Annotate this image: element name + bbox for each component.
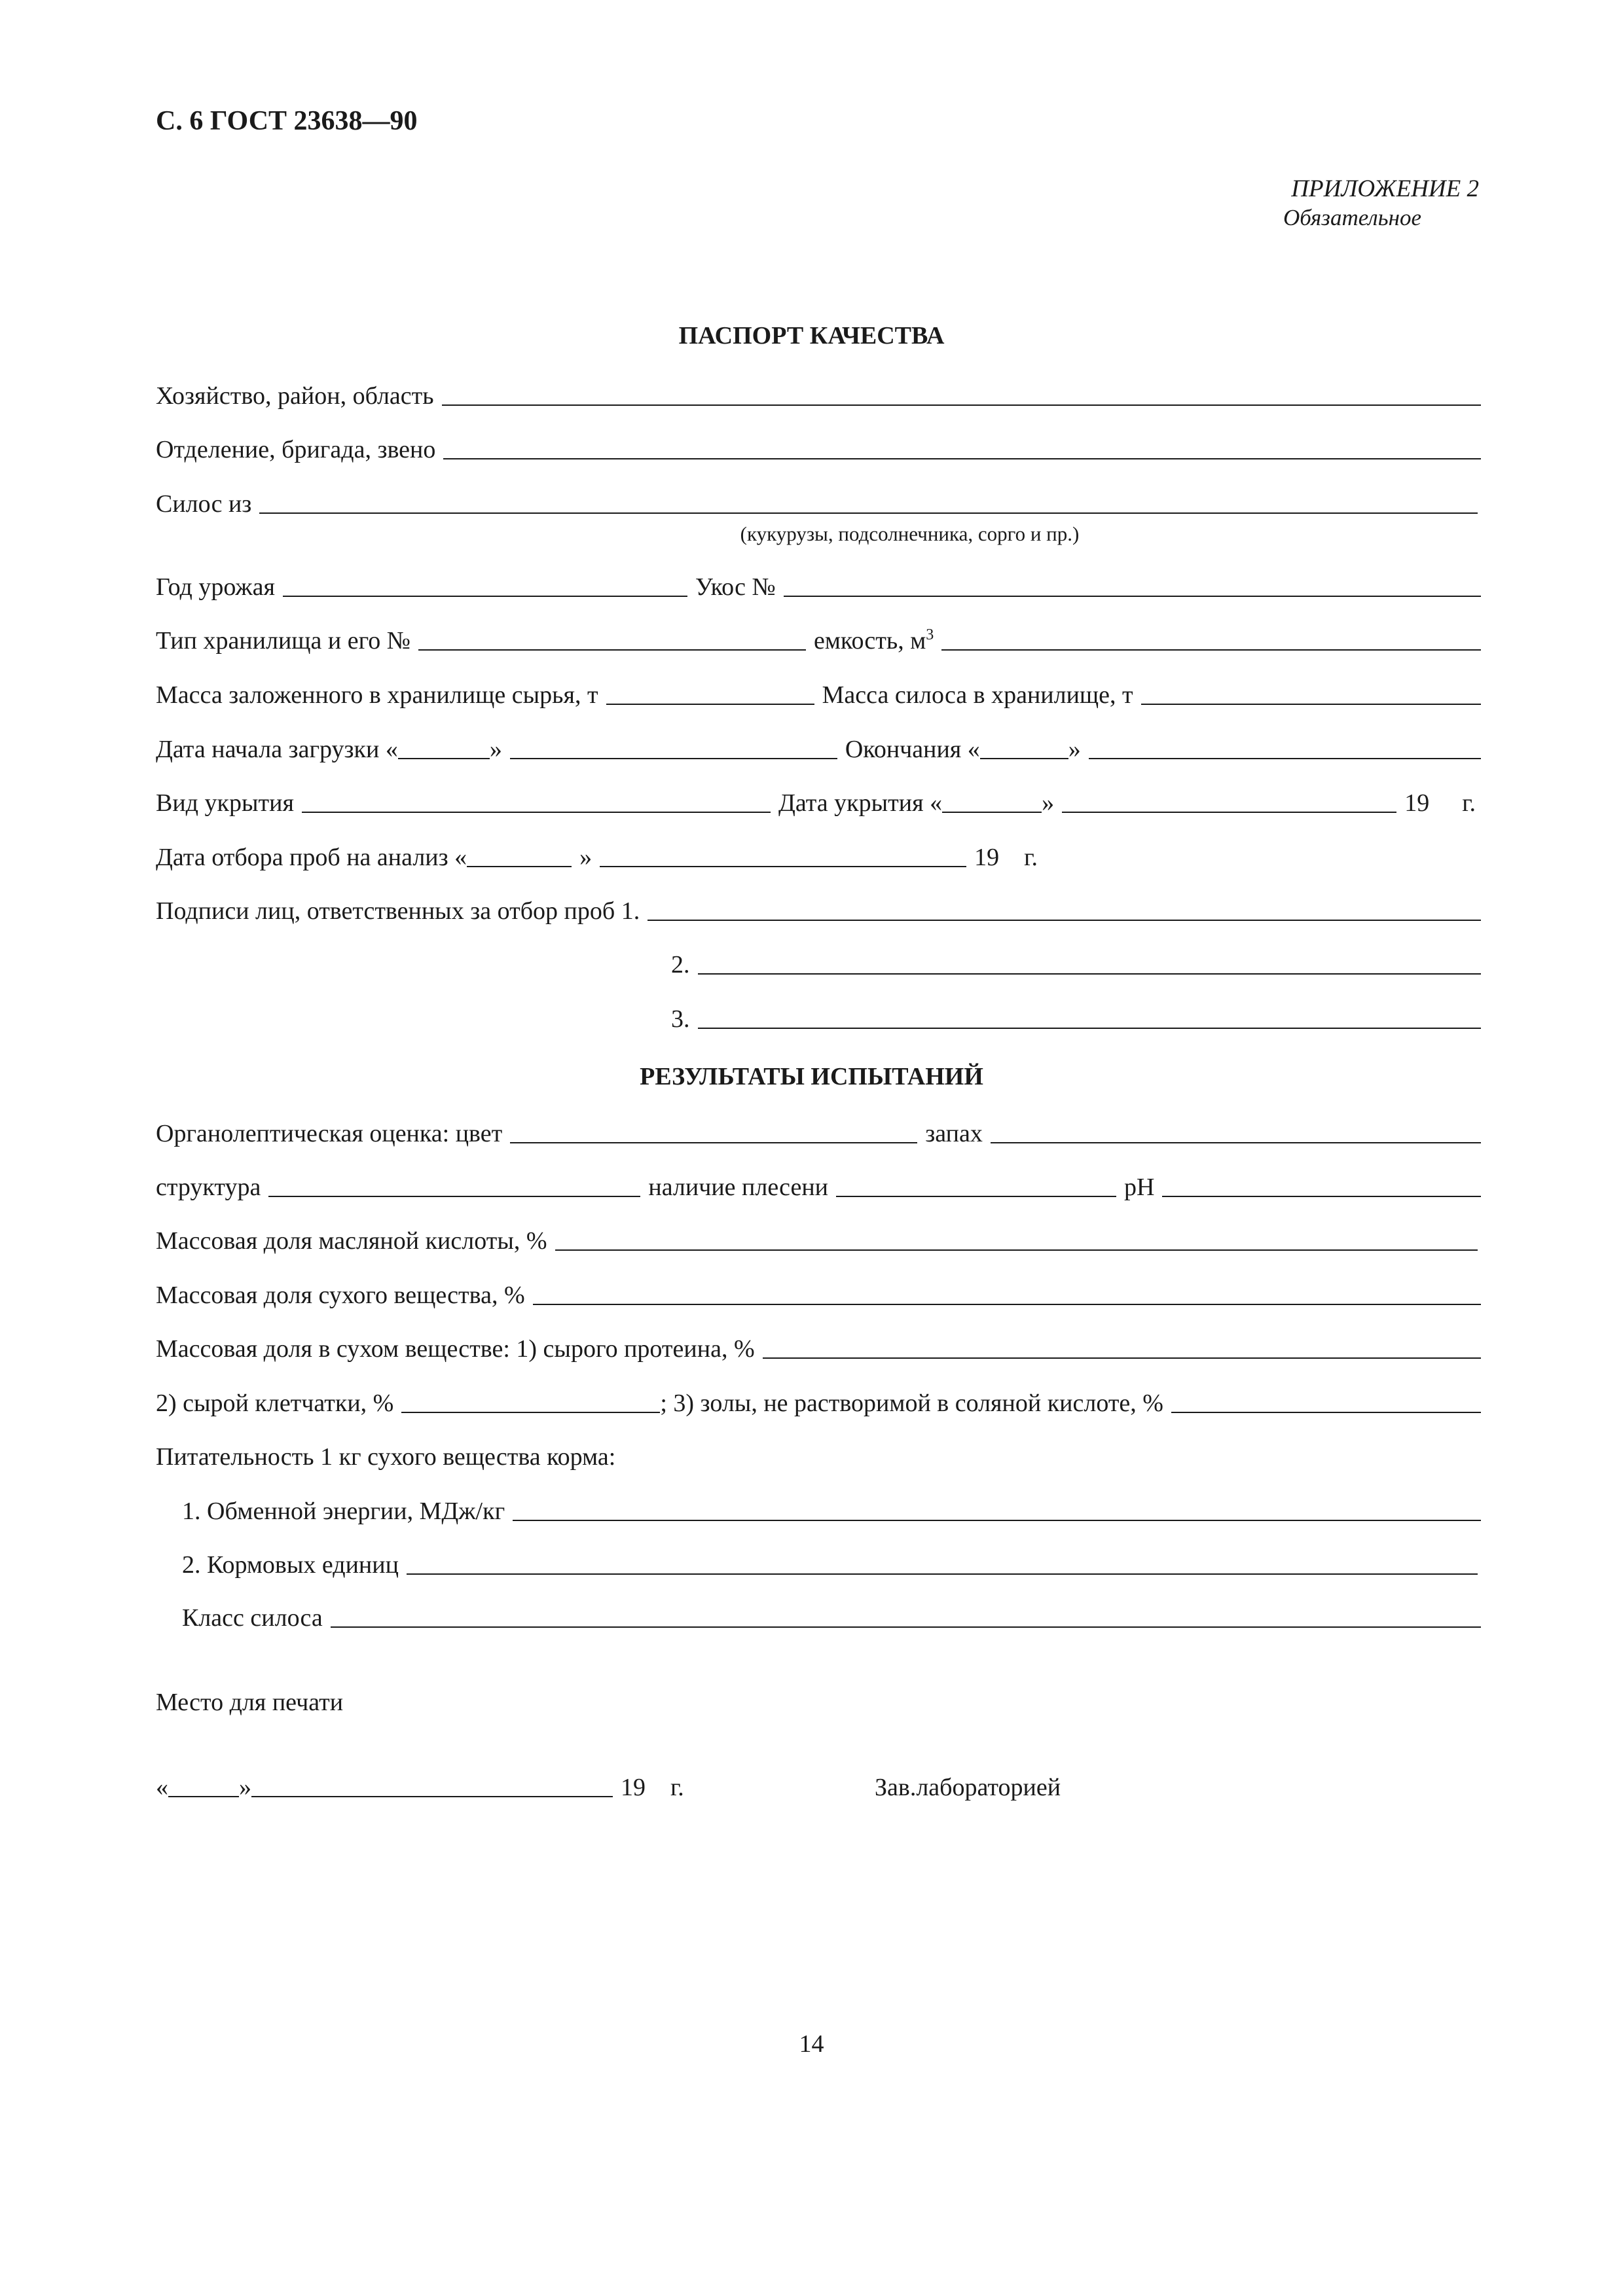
capacity-blank[interactable] <box>941 649 1481 651</box>
field-structure <box>156 1175 1481 1200</box>
farm-blank[interactable] <box>442 404 1481 406</box>
harvest-year-label: Год урожая <box>156 573 276 601</box>
nutrition-heading <box>156 1444 1481 1469</box>
silage-from-blank[interactable] <box>259 512 1478 514</box>
field-fiber-ash <box>156 1391 1481 1416</box>
cover-day-blank[interactable] <box>942 812 1042 813</box>
field-cover <box>156 791 1476 816</box>
field-protein <box>156 1336 1481 1361</box>
page-number: 14 <box>799 2030 824 2058</box>
capacity-label: емкость, $м^3$ <box>814 626 934 655</box>
field-mass <box>156 683 1481 708</box>
raw-mass-blank[interactable] <box>606 704 814 705</box>
sample-year-g: г. <box>1024 844 1038 871</box>
silage-from-label: Силос из <box>156 490 252 518</box>
fiber-blank[interactable] <box>401 1412 660 1413</box>
signature-3-blank[interactable] <box>698 1028 1482 1029</box>
cover-type-label: Вид укрытия <box>156 789 294 817</box>
raw-mass-label: Масса заложенного в хранилище сырья, т <box>156 681 598 709</box>
color-blank[interactable] <box>510 1142 917 1143</box>
division-label: Отделение, бригада, звено <box>156 436 436 463</box>
harvest-year-blank[interactable] <box>283 596 687 597</box>
dry-matter-label: Массовая доля сухого вещества, % <box>156 1282 525 1309</box>
load-start-month-blank[interactable] <box>510 758 837 759</box>
field-butyric <box>156 1229 1478 1253</box>
nutrition-label: Питательность 1 кг сухого вещества корма: <box>156 1443 616 1471</box>
field-signature-3 <box>671 1007 1481 1031</box>
lab-head-label: Зав.лабораторией <box>875 1774 1061 1801</box>
field-year-cut <box>156 575 1481 600</box>
mold-blank[interactable] <box>836 1196 1116 1197</box>
footer-quote-close: » <box>239 1774 251 1801</box>
protein-label: Массовая доля в сухом веществе: 1) сырого протеина, % <box>156 1335 755 1363</box>
cover-date-label: Дата укрытия « <box>778 789 943 817</box>
footer-year-g: г. <box>670 1774 684 1801</box>
silage-note: (кукурузы, подсолнечника, сорго и пр.) <box>740 522 1080 545</box>
energy-blank[interactable] <box>513 1520 1481 1521</box>
field-loading <box>156 737 1481 762</box>
field-sample-date <box>156 845 1481 870</box>
load-end-label: Окончания « <box>845 736 980 763</box>
field-signature-1 <box>156 899 1481 924</box>
appendix-status: Обязательное <box>1283 205 1421 230</box>
footer-month-blank[interactable] <box>251 1796 613 1797</box>
field-footer-date <box>156 1775 719 1800</box>
cover-year-19: 19 <box>1404 789 1430 817</box>
ph-label: pH <box>1124 1174 1155 1201</box>
silage-class-label: Класс силоса <box>182 1604 323 1632</box>
quote-close: » <box>489 736 502 763</box>
field-storage <box>156 628 1481 653</box>
quote-close: » <box>1068 736 1081 763</box>
cover-type-blank[interactable] <box>302 812 771 813</box>
feed-units-label: 2. Кормовых единиц <box>182 1551 399 1579</box>
stamp-place: Место для печати <box>156 1689 344 1716</box>
page-header: С. 6 ГОСТ 23638—90 <box>156 106 418 136</box>
quote-close: » <box>579 844 593 871</box>
quote-close: » <box>1042 789 1055 817</box>
energy-label: 1. Обменной энергии, МДж/кг <box>182 1498 505 1525</box>
cover-month-blank[interactable] <box>1062 812 1396 813</box>
farm-label: Хозяйство, район, область <box>156 382 434 410</box>
field-silage-class <box>182 1605 1481 1630</box>
field-organoleptic <box>156 1121 1481 1146</box>
ash-label: ; 3) золы, не растворимой в соляной кислоте, % <box>660 1390 1163 1417</box>
sample-year-19: 19 <box>974 844 1000 871</box>
mold-label: наличие плесени <box>648 1174 829 1201</box>
field-feed-units <box>182 1552 1478 1577</box>
load-start-label: Дата начала загрузки « <box>156 736 398 763</box>
sample-month-blank[interactable] <box>600 866 966 867</box>
signature-1-blank[interactable] <box>647 920 1481 921</box>
appendix-label: ПРИЛОЖЕНИЕ 2 <box>1291 175 1479 202</box>
butyric-label: Массовая доля масляной кислоты, % <box>156 1227 547 1255</box>
storage-type-blank[interactable] <box>418 649 806 651</box>
field-dry-matter <box>156 1283 1481 1308</box>
sig2-label: 2. <box>671 951 690 978</box>
footer-year-19: 19 <box>621 1774 646 1801</box>
smell-label: запах <box>925 1120 983 1147</box>
field-energy <box>182 1499 1481 1524</box>
dry-matter-blank[interactable] <box>533 1304 1481 1305</box>
silage-class-blank[interactable] <box>331 1626 1481 1628</box>
cut-no-blank[interactable] <box>784 596 1481 597</box>
load-end-month-blank[interactable] <box>1089 758 1481 759</box>
silage-mass-blank[interactable] <box>1141 704 1481 705</box>
load-start-day-blank[interactable] <box>398 758 490 759</box>
division-blank[interactable] <box>443 458 1481 459</box>
organoleptic-label: Органолептическая оценка: цвет <box>156 1120 503 1147</box>
signature-2-blank[interactable] <box>698 973 1482 975</box>
structure-label: структура <box>156 1174 261 1201</box>
ash-blank[interactable] <box>1171 1412 1481 1413</box>
field-division <box>156 437 1481 462</box>
cut-no-label: Укос № <box>695 573 776 601</box>
signatures-label: Подписи лиц, ответственных за отбор проб 1. <box>156 897 640 925</box>
results-title: РЕЗУЛЬТАТЫ ИСПЫТАНИЙ <box>640 1063 983 1090</box>
structure-blank[interactable] <box>268 1196 640 1197</box>
field-silage-from <box>156 492 1478 516</box>
load-end-day-blank[interactable] <box>980 758 1068 759</box>
footer-day-blank[interactable] <box>168 1796 239 1797</box>
storage-type-label: Тип хранилища и его № <box>156 627 410 655</box>
sample-date-label: Дата отбора проб на анализ « <box>156 844 467 871</box>
sample-day-blank[interactable] <box>467 866 572 867</box>
fiber-label: 2) сырой клетчатки, % <box>156 1390 394 1417</box>
feed-units-blank[interactable] <box>407 1573 1478 1575</box>
cover-year-g: г. <box>1462 789 1476 817</box>
smell-blank[interactable] <box>991 1142 1481 1143</box>
passport-title: ПАСПОРТ КАЧЕСТВА <box>678 322 945 350</box>
field-signature-2 <box>671 952 1481 977</box>
ph-blank[interactable] <box>1162 1196 1481 1197</box>
butyric-blank[interactable] <box>555 1249 1478 1251</box>
field-farm <box>156 384 1481 408</box>
footer-quote-open: « <box>156 1774 168 1801</box>
sig3-label: 3. <box>671 1005 690 1033</box>
protein-blank[interactable] <box>763 1357 1481 1359</box>
silage-mass-label: Масса силоса в хранилище, т <box>822 681 1133 709</box>
